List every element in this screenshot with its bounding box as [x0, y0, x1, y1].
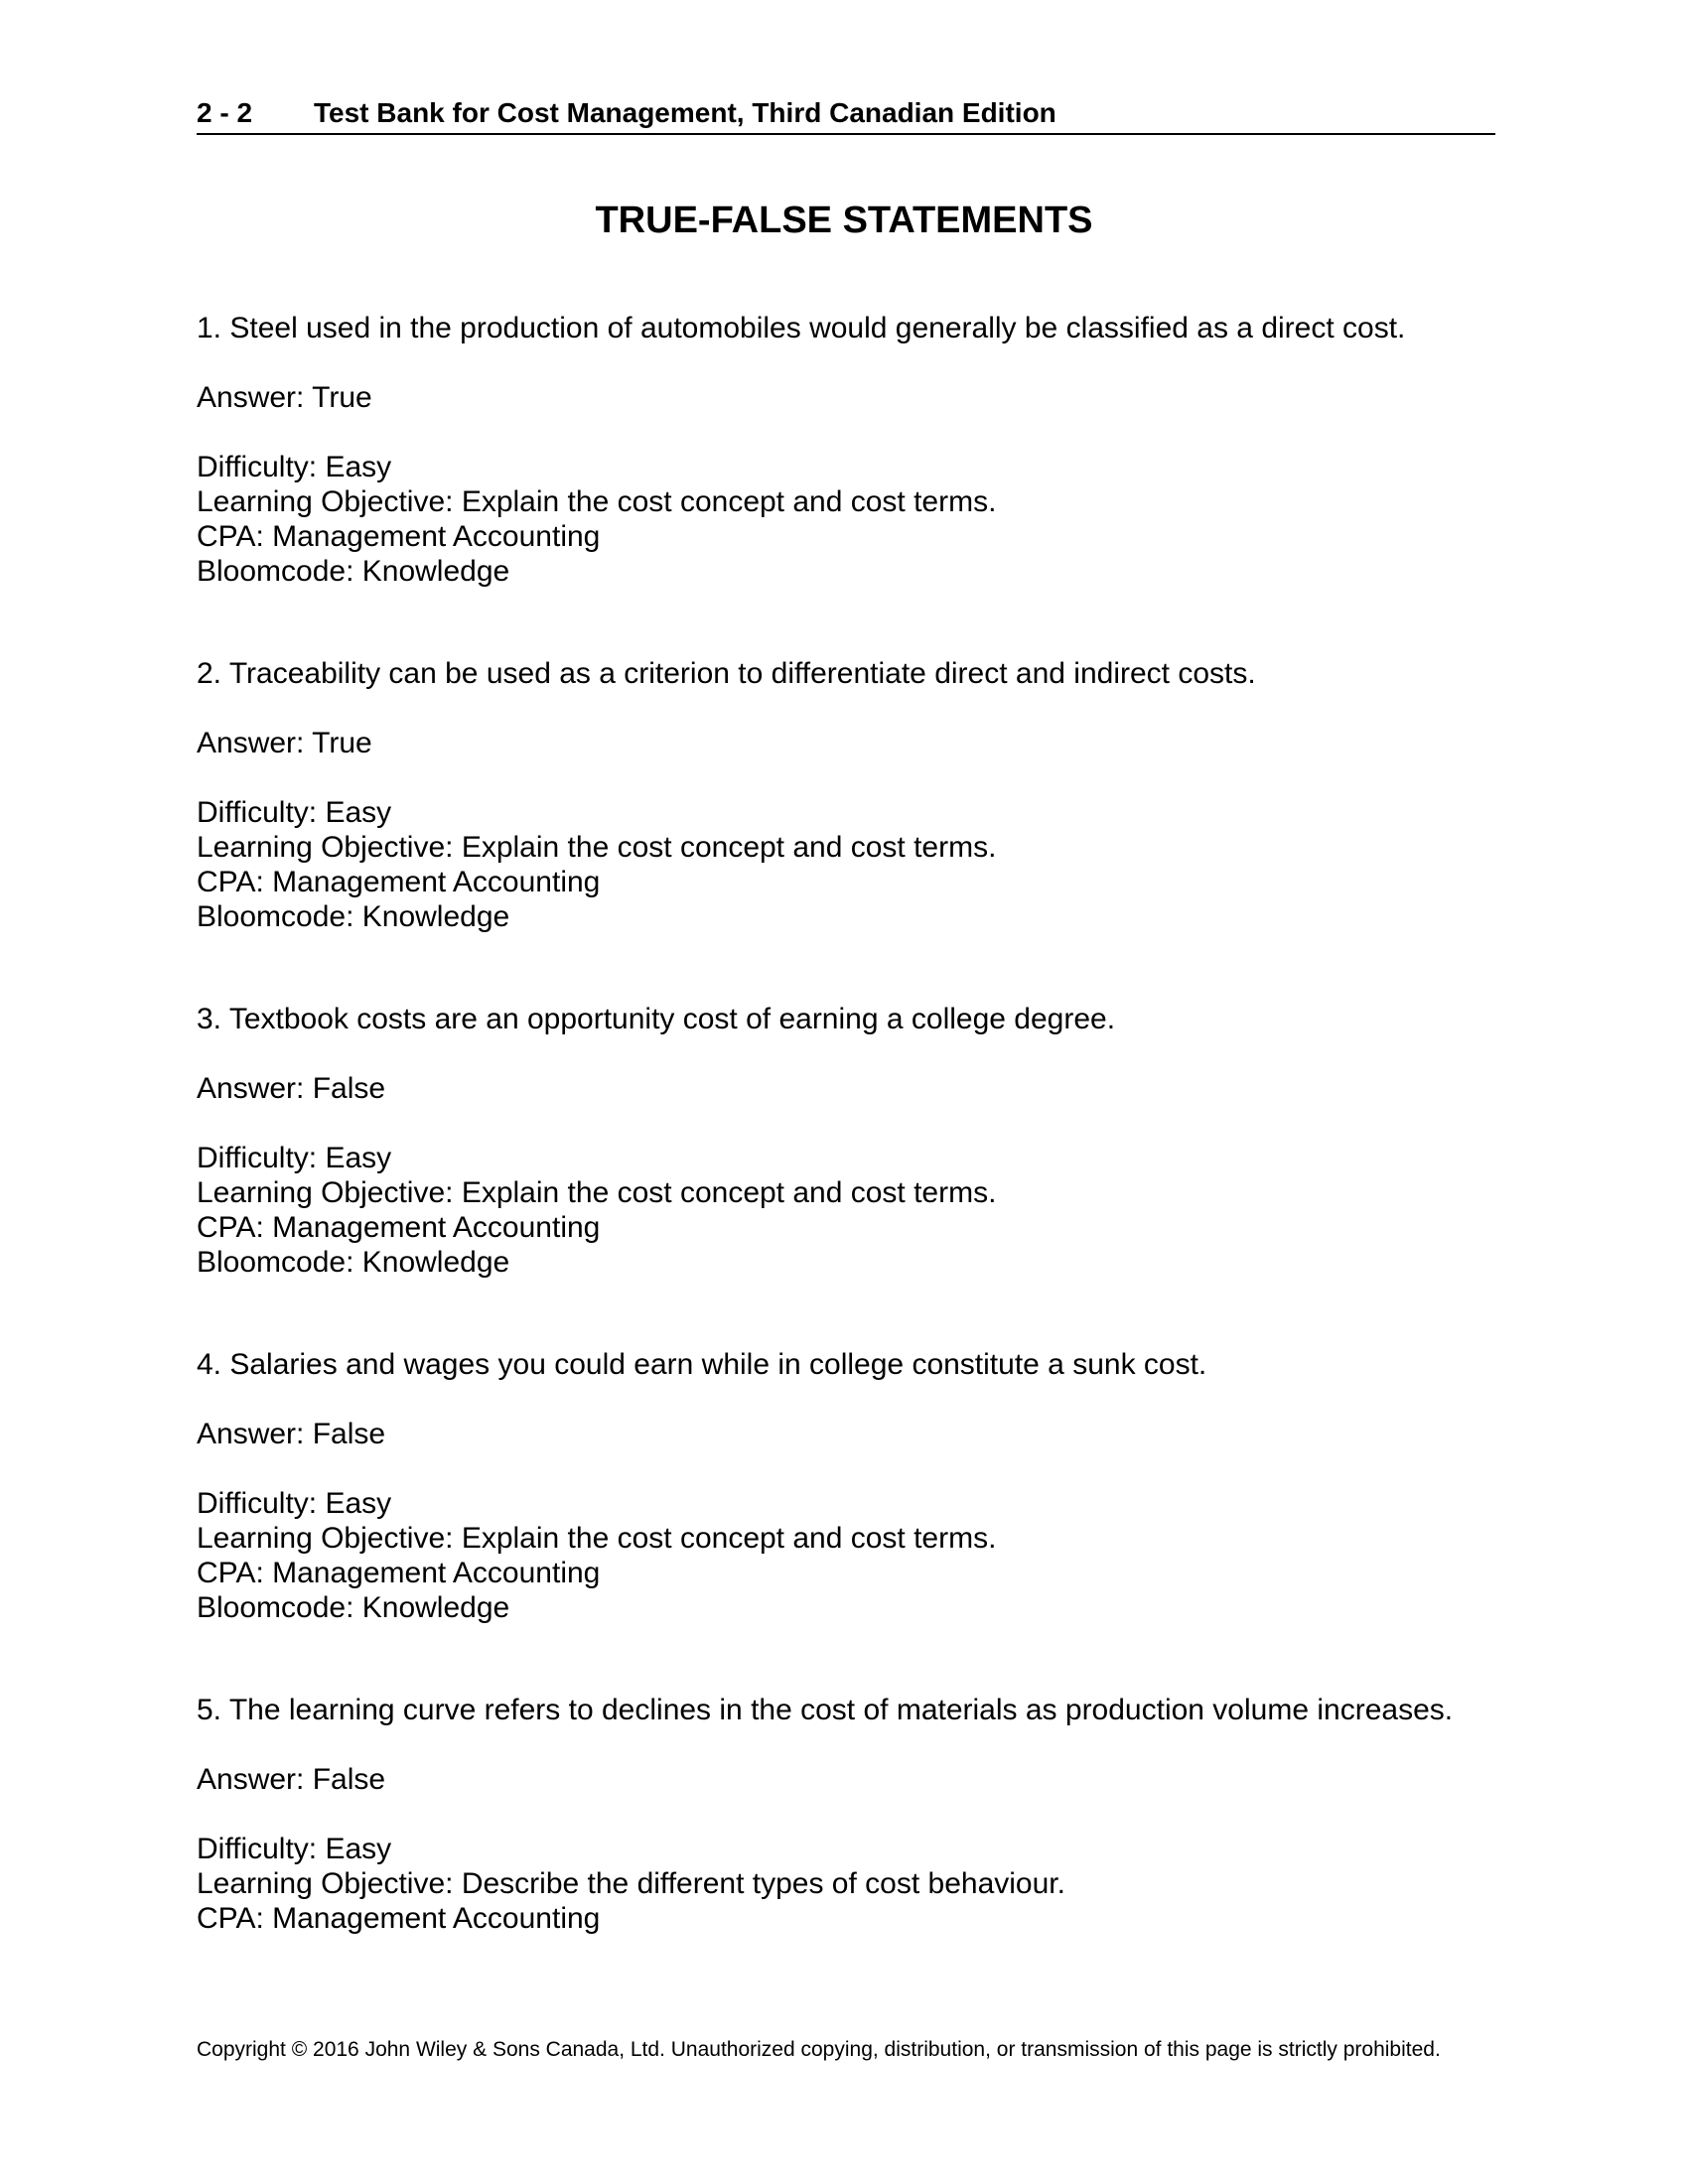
question-answer: Answer: False — [197, 1418, 386, 1450]
question-metadata — [197, 1141, 996, 1280]
question-text: 2. Traceability can be used as a criterion to differentiate direct and indirect costs. — [197, 657, 1256, 690]
header-book-title: Test Bank for Cost Management, Third Canadian Edition — [314, 97, 1056, 128]
page-header — [197, 95, 1495, 135]
question-learning-objective: Learning Objective: Explain the cost concept and cost terms. — [197, 1522, 997, 1555]
question-learning-objective: Learning Objective: Describe the different types of cost behaviour. — [197, 1867, 1065, 1900]
question-metadata — [197, 450, 996, 589]
header-page-number: 2 - 2 — [197, 97, 253, 128]
question-bloomcode: Bloomcode: Knowledge — [197, 555, 510, 588]
question-cpa: CPA: Management Accounting — [197, 1902, 601, 1935]
question-learning-objective: Learning Objective: Explain the cost concept and cost terms. — [197, 831, 997, 864]
question-cpa: CPA: Management Accounting — [197, 866, 601, 898]
question-difficulty: Difficulty: Easy — [197, 1833, 392, 1865]
question-text: 5. The learning curve refers to declines in the cost of materials as production volume increases. — [197, 1694, 1454, 1726]
question-learning-objective: Learning Objective: Explain the cost concept and cost terms. — [197, 1176, 997, 1209]
question-difficulty: Difficulty: Easy — [197, 796, 392, 829]
question-answer: Answer: True — [197, 381, 372, 414]
section-title: TRUE-FALSE STATEMENTS — [595, 200, 1093, 241]
question-metadata — [197, 1486, 996, 1625]
question-text: 4. Salaries and wages you could earn while in college constitute a sunk cost. — [197, 1348, 1207, 1381]
question-difficulty: Difficulty: Easy — [197, 451, 392, 483]
question-metadata — [197, 795, 996, 934]
question-answer: Answer: True — [197, 727, 372, 759]
question-learning-objective: Learning Objective: Explain the cost concept and cost terms. — [197, 485, 997, 518]
question-cpa: CPA: Management Accounting — [197, 1557, 601, 1589]
question-bloomcode: Bloomcode: Knowledge — [197, 1246, 510, 1279]
question-answer: Answer: False — [197, 1763, 386, 1796]
question-bloomcode: Bloomcode: Knowledge — [197, 1591, 510, 1624]
question-text: 1. Steel used in the production of automobiles would generally be classified as a direct cost. — [197, 312, 1406, 344]
question-difficulty: Difficulty: Easy — [197, 1142, 392, 1174]
question-text: 3. Textbook costs are an opportunity cost of earning a college degree. — [197, 1003, 1116, 1035]
question-bloomcode: Bloomcode: Knowledge — [197, 900, 510, 933]
question-metadata — [197, 1832, 1065, 1936]
question-difficulty: Difficulty: Easy — [197, 1487, 392, 1520]
question-cpa: CPA: Management Accounting — [197, 520, 601, 553]
question-cpa: CPA: Management Accounting — [197, 1211, 601, 1244]
copyright-footer: Copyright © 2016 John Wiley & Sons Canada, Ltd. Unauthorized copying, distribution, or transmission of this page is strictly prohibited. — [197, 2038, 1441, 2061]
question-answer: Answer: False — [197, 1072, 386, 1105]
